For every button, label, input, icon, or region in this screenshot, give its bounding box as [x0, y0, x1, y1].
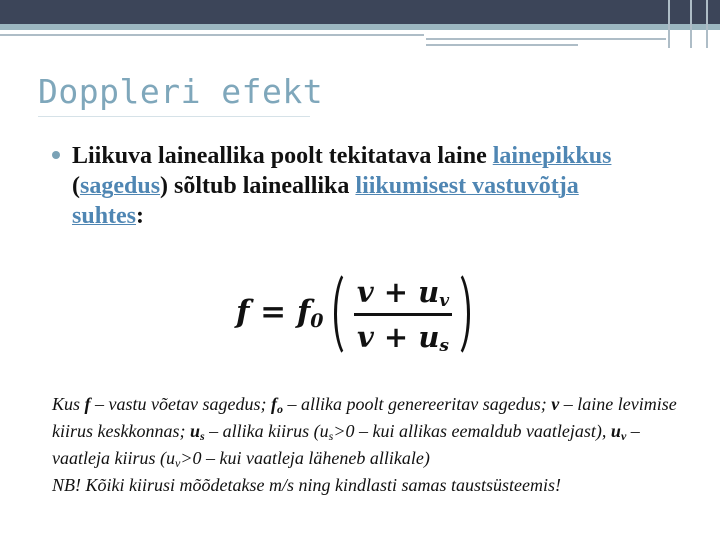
title-underline [38, 116, 310, 117]
denominator-text: v + u [356, 320, 440, 354]
decor-stripe [0, 34, 424, 36]
symbol-f: f [84, 394, 91, 414]
explanation-sub: v [174, 456, 181, 470]
fraction-bar [354, 313, 452, 316]
decor-stripe [706, 0, 708, 48]
explanation-text: >0 – kui vaatleja läheneb allikale) [180, 448, 430, 468]
symbol-f0-sub: o [276, 402, 283, 416]
formula-denominator [354, 317, 452, 357]
explanation-text: – vaatleja kiirus (u [52, 421, 640, 468]
decor-stripe [426, 44, 578, 46]
link-motion[interactable]: liikumisest vastuvõtja suhtes [72, 173, 579, 229]
bullet-text-part: ) sõltub laineallika [160, 173, 350, 199]
bullet-text-part: Liikuva laineallika poolt tekitatava laine [72, 143, 487, 169]
slide-title: Doppleri efekt [38, 72, 324, 111]
left-parenthesis [334, 268, 350, 360]
formula-lhs-sub: 0 [310, 310, 324, 332]
decor-stripe [690, 0, 692, 48]
link-frequency[interactable]: sagedus [80, 173, 161, 199]
explanation-text: – allika poolt genereeritav sagedus; [282, 394, 552, 414]
symbol-f0-base: f [270, 394, 277, 414]
doppler-formula [236, 268, 476, 360]
explanation-text: >0 – kui allikas eemaldub vaatlejast), [333, 421, 611, 441]
right-parenthesis [454, 268, 470, 360]
symbol-uv-base: u [610, 421, 621, 441]
denominator-sub: s [439, 336, 449, 356]
bullet-text [72, 141, 652, 231]
formula-numerator [354, 272, 452, 312]
formula-lhs [236, 294, 323, 332]
link-wavelength[interactable]: lainepikkus [492, 143, 612, 169]
explanation-note: NB! Kõiki kiirusi mõõdetakse m/s ning kindlasti samas taustsüsteemis! [52, 475, 561, 495]
symbol-us-sub: s [199, 429, 205, 443]
numerator-sub: v [439, 291, 450, 311]
numerator-text: v + u [356, 275, 440, 309]
symbol-f0 [271, 394, 283, 414]
symbol-v: v [551, 394, 560, 414]
formula-explanation [52, 393, 682, 496]
bullet-item [52, 141, 652, 231]
symbol-us [190, 421, 205, 441]
explanation-sub: s [328, 429, 334, 443]
decor-stripe [426, 38, 666, 40]
explanation-text: – allika kiirus (u [204, 421, 329, 441]
top-accent-band [0, 24, 720, 30]
top-decorative-band [0, 0, 720, 26]
symbol-uv [611, 421, 626, 441]
symbol-uv-sub: v [620, 429, 627, 443]
bullet-text-part: ( [72, 173, 80, 199]
decor-stripe [668, 0, 670, 48]
explanation-text: – laine levimise kiirus keskkonnas; [52, 394, 677, 441]
explanation-paragraph [52, 393, 682, 474]
formula-lhs-text: f = f [236, 294, 311, 330]
bullet-text-part: : [136, 203, 145, 229]
symbol-us-base: u [189, 421, 200, 441]
bullet-icon [52, 151, 60, 159]
explanation-text: Kus [52, 394, 85, 414]
formula-fraction [354, 272, 452, 357]
explanation-text: – vastu võetav sagedus; [90, 394, 271, 414]
